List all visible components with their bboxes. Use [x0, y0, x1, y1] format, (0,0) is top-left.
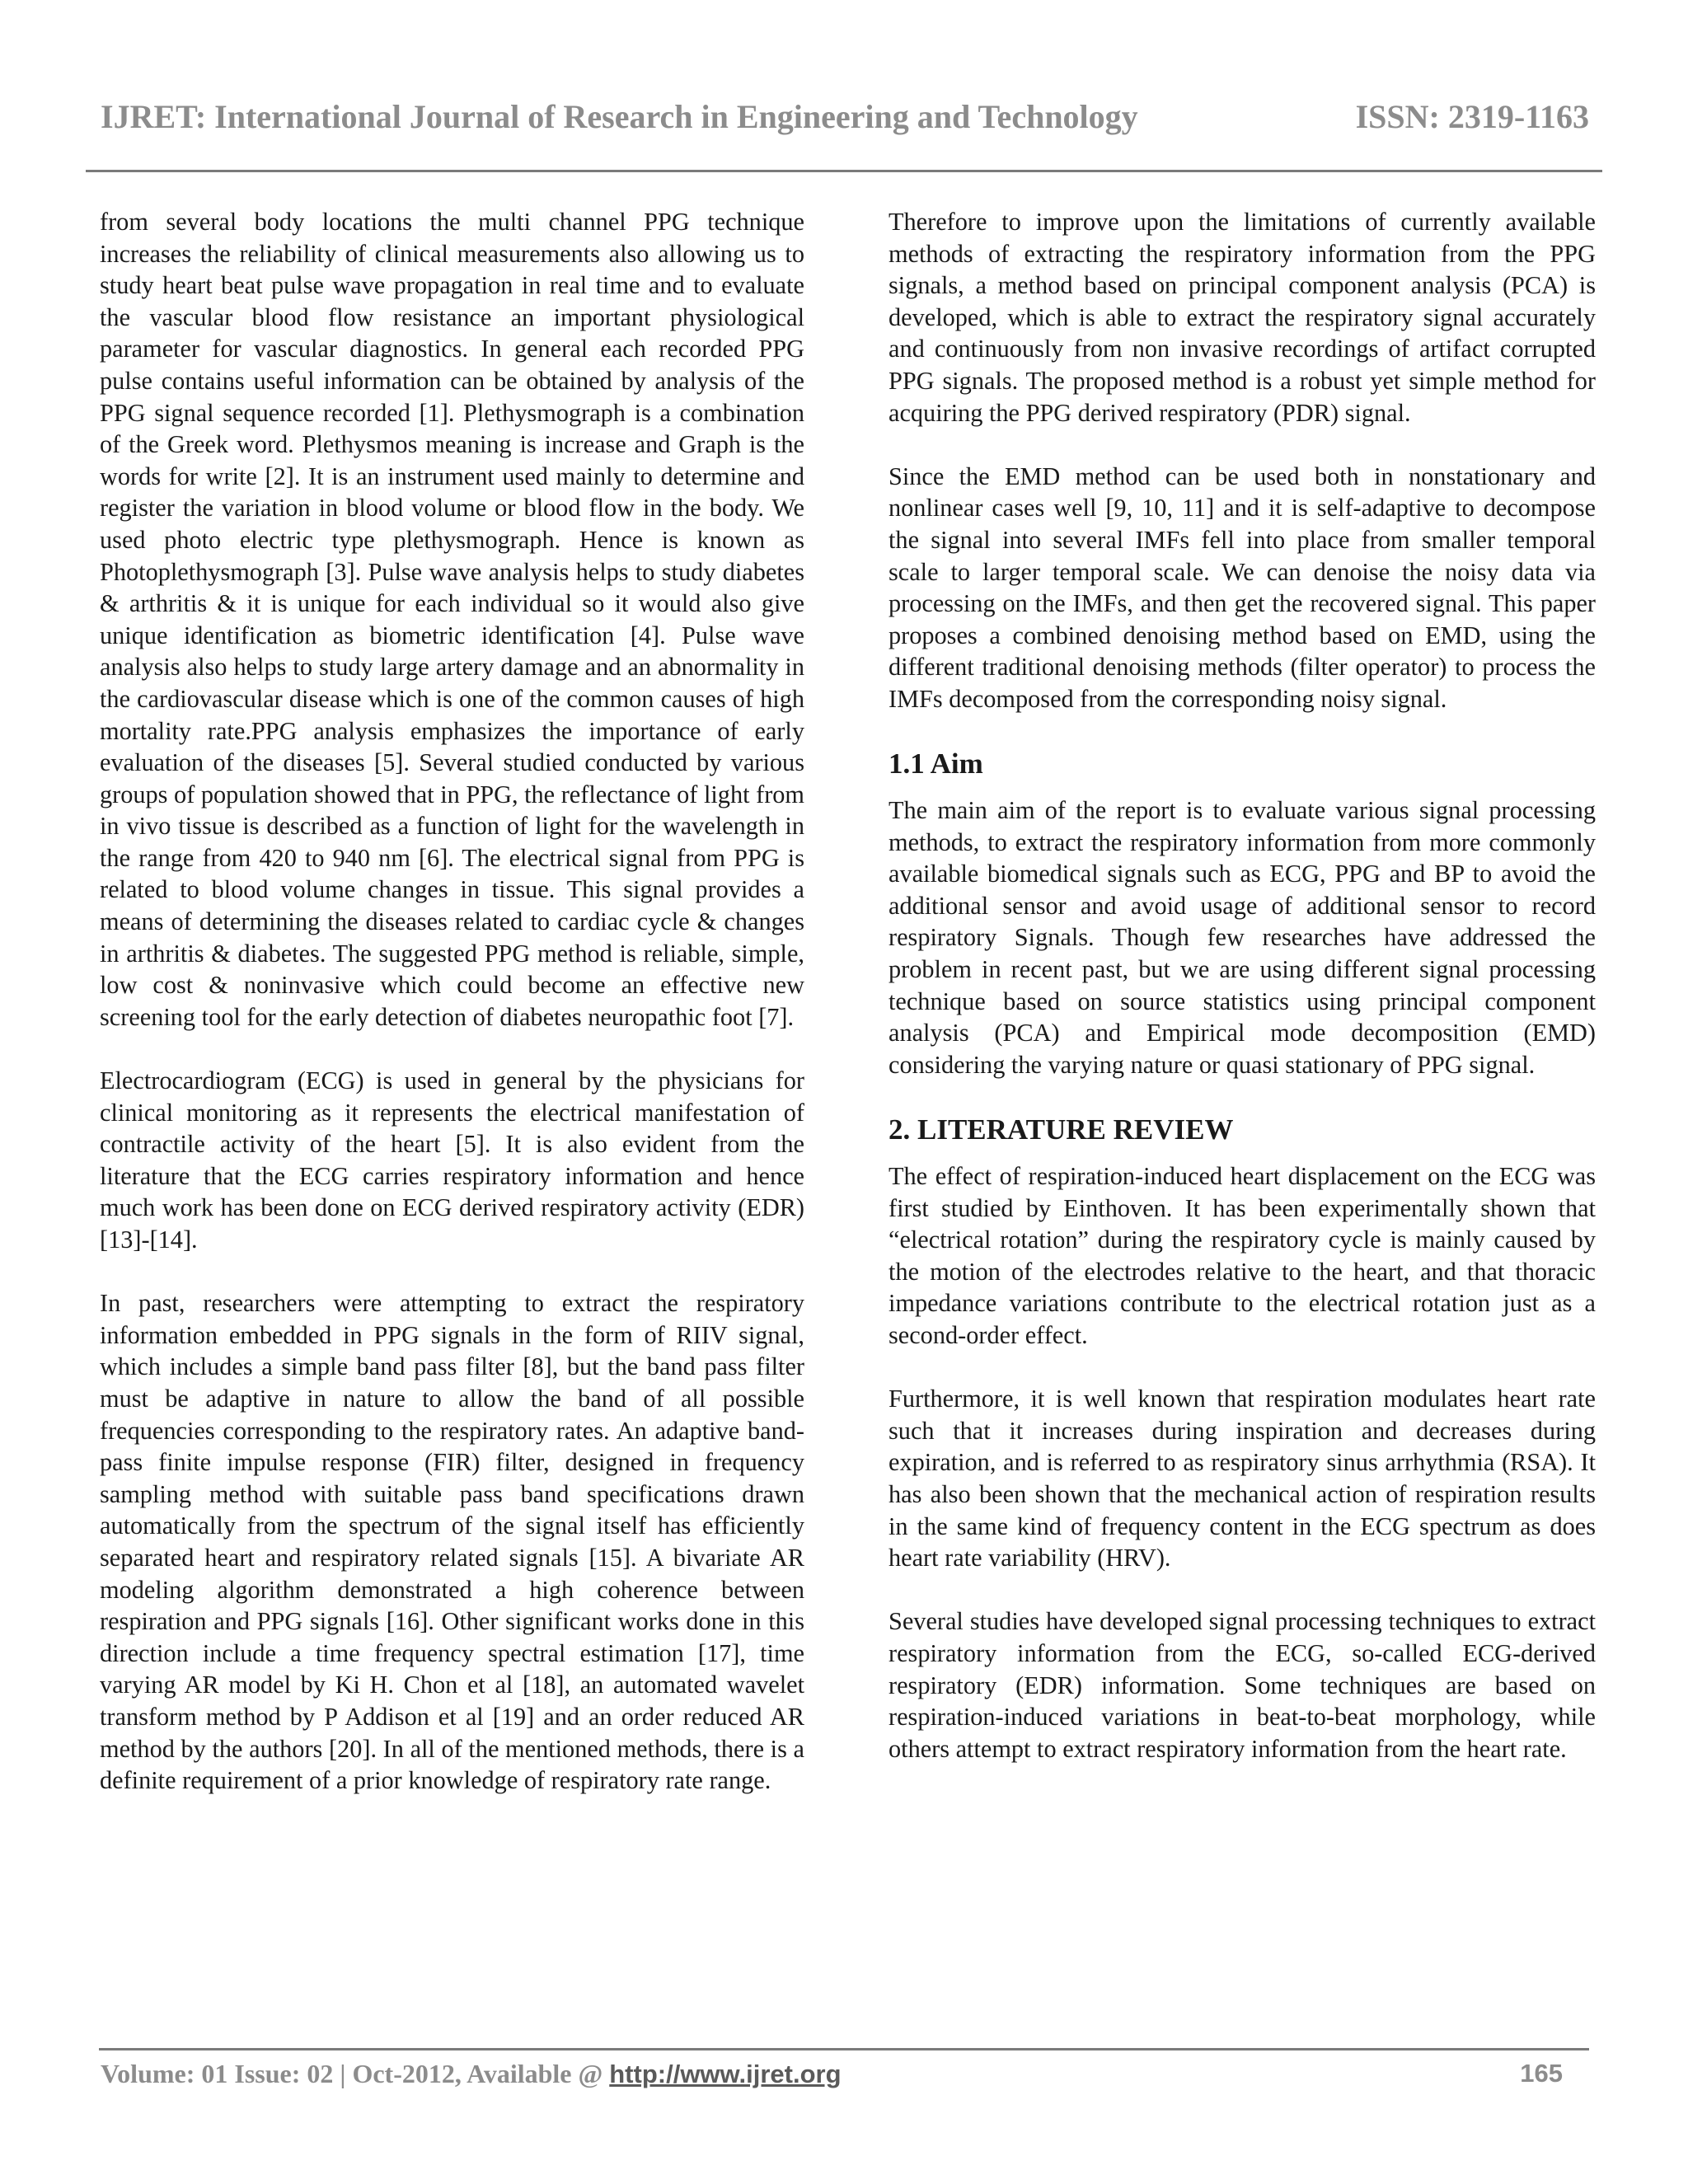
header-divider: [86, 170, 1602, 172]
journal-url-link[interactable]: http://www.ijret.org: [609, 2060, 842, 2088]
left-column: [100, 206, 804, 1797]
paragraph-pca-method: Therefore to improve upon the limitations of currently available methods of extracting the respiratory information from the PPG signals, a method based on principal component analysis (PCA) is developed, which is able to extract the respiratory signal accurately and continuously from non invasive recordings of artifact corrupted PPG signals. The proposed method is a robust yet simple method for acquiring the PPG derived respiratory (PDR) signal.: [889, 208, 1596, 427]
journal-title: IJRET: International Journal of Research in Engineering and Technology: [101, 98, 1138, 135]
issn-label: ISSN: 2319-1163: [1355, 98, 1589, 135]
volume-info: Volume: 01 Issue: 02 | Oct-2012, Available @: [101, 2059, 610, 2088]
footer-divider: [99, 2048, 1589, 2050]
paragraph-ppg-overview: from several body locations the multi channel PPG technique increases the reliability of clinical measurements also allowing us to study heart beat pulse wave propagation in real time and to evaluate the vascular blood flow resistance an important physiological parameter for vascular diagnostics. In general each recorded PPG pulse contains useful information can be obtained by analysis of the PPG signal sequence recorded [1]. Plethysmograph is a combination of the Greek word. Plethysmos meaning is increase and Graph is the words for write [2]. It is an instrument used mainly to determine and register the variation in blood volume or blood flow in the body. We used photo electric type plethysmograph. Hence is known as Photoplethysmograph [3]. Pulse wave analysis helps to study diabetes & arthritis & it is unique for each individual so it would also give unique identification as biometric identification [4]. Pulse wave analysis also helps to study large artery damage and an abnormality in the cardiovascular disease which is one of the common causes of high mortality rate.PPG analysis emphasizes the importance of early evaluation of the diseases [5]. Several studied conducted by various groups of population showed that in PPG, the reflectance of light from in vivo tissue is described as a function of light for the wavelength in the range from 420 to 940 nm [6]. The electrical signal from PPG is related to blood volume changes in tissue. This signal provides a means of determining the diseases related to cardiac cycle & changes in arthritis & diabetes. The suggested PPG method is reliable, simple, low cost & noninvasive which could become an effective new screening tool for the early detection of diabetes neuropathic foot [7].: [100, 208, 804, 1031]
paragraph-emd-method: Since the EMD method can be used both in nonstationary and nonlinear cases well [9, 10, 11] and it is self-adaptive to decompose the signal into several IMFs fell into place from smaller temporal scale to larger temporal scale. We can denoise the noisy data via processing on the IMFs, and then get the recovered signal. This paper proposes a combined denoising method based on EMD, using the different traditional denoising methods (filter operator) to process the IMFs decomposed from the corresponding noisy signal.: [889, 462, 1596, 713]
paragraph-ecg: Electrocardiogram (ECG) is used in general by the physicians for clinical monitoring as it represents the electrical manifestation of contractile activity of the heart [5]. It is also evident from the literature that the ECG carries respiratory information and hence much work has been done on ECG derived respiratory activity (EDR) [13]-[14].: [100, 1066, 804, 1254]
section-heading-aim: 1.1 Aim: [889, 748, 983, 780]
paragraph-aim: The main aim of the report is to evaluate various signal processing methods, to extract the respiratory information from more commonly available biomedical signals such as ECG, PPG and BP to avoid the additional sensor and avoid usage of additional sensor to record respiratory Signals. Though few researches have addressed the problem in recent past, but we are using different signal processing technique based on source statistics using principal component analysis (PCA) and Empirical mode decomposition (EMD) considering the varying nature or quasi stationary of PPG signal.: [889, 796, 1596, 1079]
page-footer: [101, 2059, 1563, 2089]
page-number: 165: [1520, 2059, 1563, 2088]
paragraph-literature-2: Furthermore, it is well known that respiration modulates heart rate such that it increases during inspiration and decreases during expiration, and is referred to as respiratory sinus arrhythmia (RSA). It has also been shown that the mechanical action of respiration results in the same kind of frequency content in the ECG spectrum as does heart rate variability (HRV).: [889, 1385, 1596, 1572]
paragraph-past-research: In past, researchers were attempting to extract the respiratory information embedded in PPG signals in the form of RIIV signal, which includes a simple band pass filter [8], but the band pass filter must be adaptive in nature to allow the band of all possible frequencies corresponding to the respiratory rates. An adaptive band-pass finite impulse response (FIR) filter, designed in frequency sampling method with suitable pass band specifications drawn automatically from the spectrum of the signal itself has efficiently separated heart and respiratory related signals [15]. A bivariate AR modeling algorithm demonstrated a high coherence between respiration and PPG signals [16]. Other significant works done in this direction include a time frequency spectral estimation [17], time varying AR model by Ki H. Chon et al [18], an automated wavelet transform method by P Addison et al [19] and an order reduced AR method by the authors [20]. In all of the mentioned methods, there is a definite requirement of a prior knowledge of respiratory rate range.: [100, 1289, 804, 1795]
page-header: [101, 97, 1589, 136]
right-column: [889, 206, 1596, 1765]
section-heading-literature-review: 2. LITERATURE REVIEW: [889, 1113, 1234, 1146]
paragraph-literature-1: The effect of respiration-induced heart displacement on the ECG was first studied by Einthoven. It has been experimentally shown that “electrical rotation” during the respiratory cycle is mainly caused by the motion of the electrodes relative to the heart, and that thoracic impedance variations contribute to the electrical rotation just as a second-order effect.: [889, 1162, 1596, 1349]
footer-citation: [101, 2059, 842, 2089]
paragraph-literature-3: Several studies have developed signal processing techniques to extract respiratory information from the ECG, so-called ECG-derived respiratory (EDR) information. Some techniques are based on respiration-induced variations in beat-to-beat morphology, while others attempt to extract respiratory information from the heart rate.: [889, 1607, 1596, 1763]
